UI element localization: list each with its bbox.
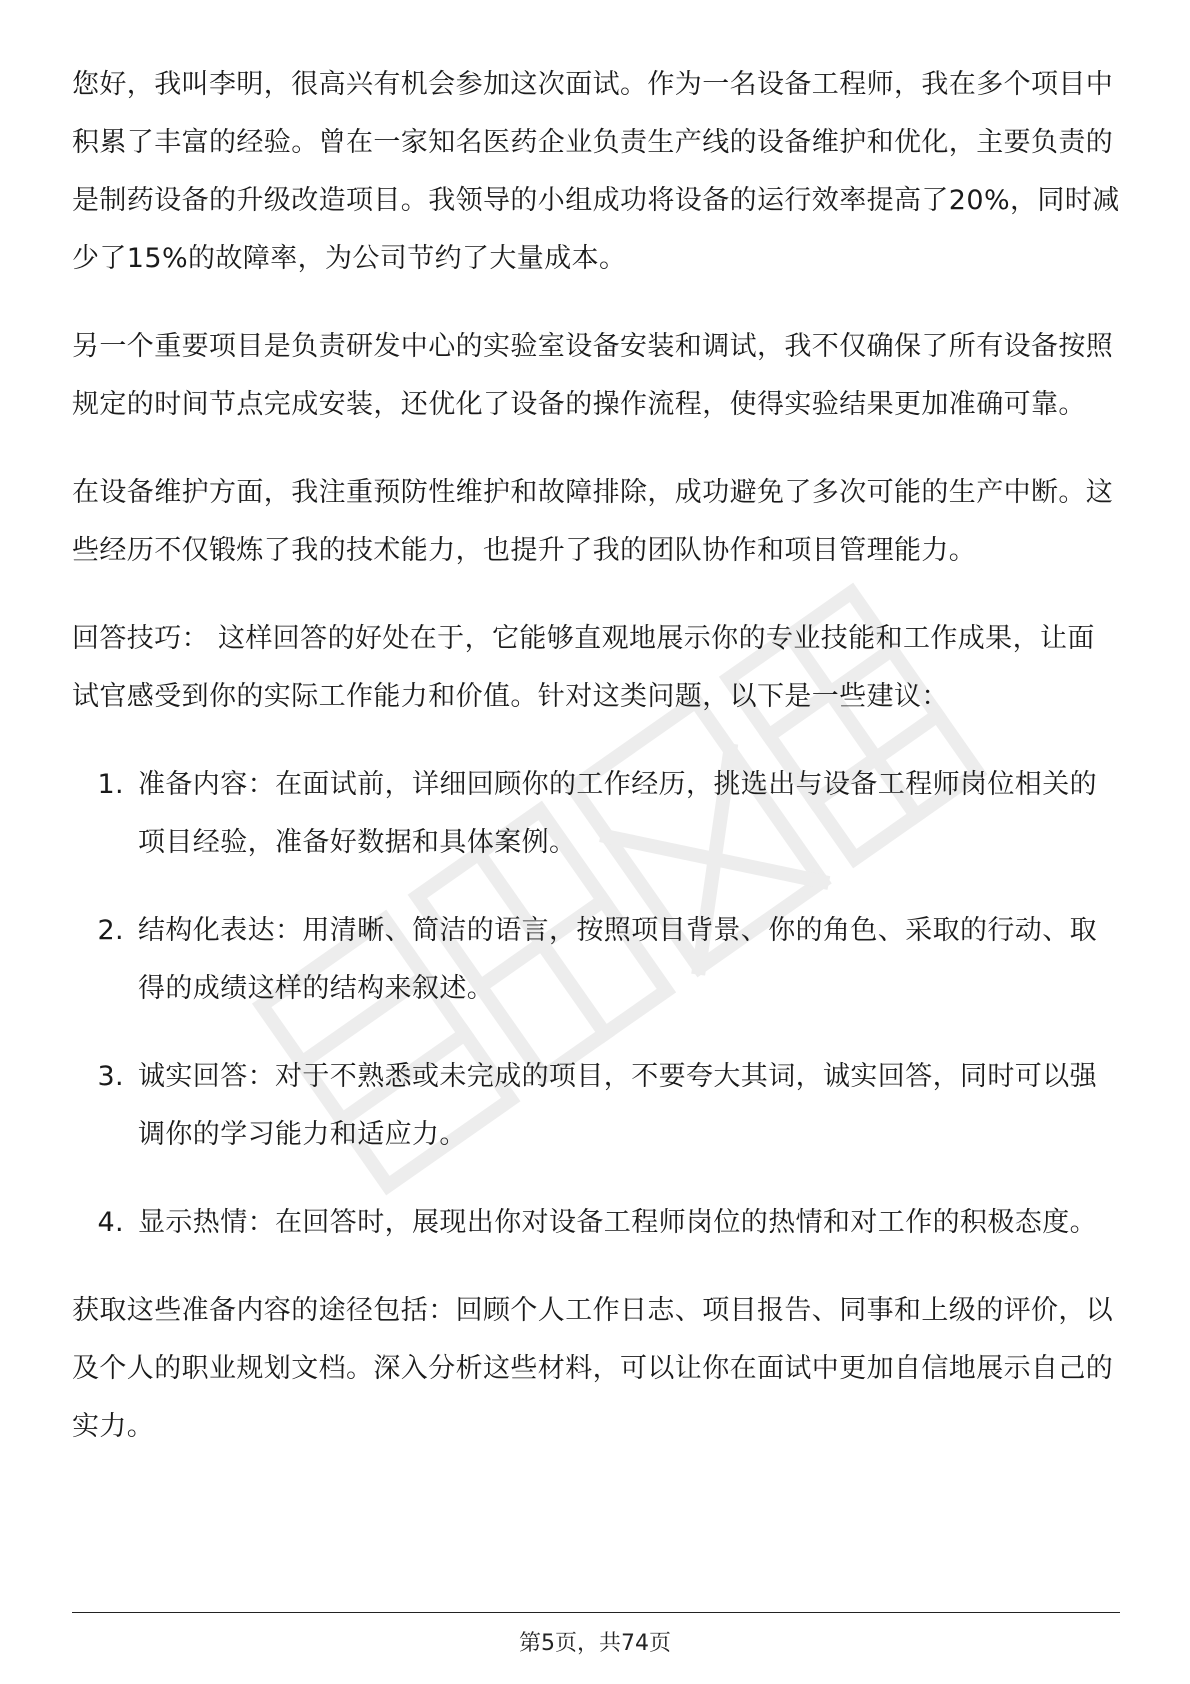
list-text: 准备内容：在面试前，详细回顾你的工作经历，挑选出与设备工程师岗位相关的项目经验，准备好数据和具体案例。	[138, 769, 1097, 858]
list-number: 2.	[97, 915, 124, 946]
page-number: 第5页，共74页	[519, 1631, 671, 1656]
list-item	[72, 1048, 1122, 1164]
paragraph-tips: 回答技巧： 这样回答的好处在于，它能够直观地展示你的专业技能和工作成果，让面试官感受到你的实际工作能力和价值。针对这类问题，以下是一些建议：	[72, 623, 1095, 712]
paragraph-intro: 您好，我叫李明，很高兴有机会参加这次面试。作为一名设备工程师，我在多个项目中积累了丰富的经验。曾在一家知名医药企业负责生产线的设备维护和优化，主要负责的是制药设备的升级改造项目。我领导的小组成功将设备的运行效率提高了20%，同时减少了15%的故障率，为公司节约了大量成本。	[72, 69, 1120, 274]
list-number: 1.	[97, 769, 124, 800]
list-item	[72, 902, 1122, 1018]
footer-divider	[72, 1612, 1120, 1613]
tips-list	[72, 756, 1122, 1252]
paragraph-maintenance: 在设备维护方面，我注重预防性维护和故障排除，成功避免了多次可能的生产中断。这些经历不仅锻炼了我的技术能力，也提升了我的团队协作和项目管理能力。	[72, 477, 1114, 566]
list-text: 结构化表达：用清晰、简洁的语言，按照项目背景、你的角色、采取的行动、取得的成绩这样的结构来叙述。	[138, 915, 1097, 1004]
list-item	[72, 756, 1122, 872]
list-item	[72, 1194, 1122, 1252]
list-text: 诚实回答：对于不熟悉或未完成的项目，不要夸大其词，诚实回答，同时可以强调你的学习能力和适应力。	[138, 1061, 1097, 1150]
list-number: 3.	[97, 1061, 124, 1092]
paragraph-project: 另一个重要项目是负责研发中心的实验室设备安装和调试，我不仅确保了所有设备按照规定的时间节点完成安装，还优化了设备的操作流程，使得实验结果更加准确可靠。	[72, 331, 1114, 420]
paragraph-closing: 获取这些准备内容的途径包括：回顾个人工作日志、项目报告、同事和上级的评价，以及个人的职业规划文档。深入分析这些材料，可以让你在面试中更加自信地展示自己的实力。	[72, 1295, 1114, 1442]
list-number: 4.	[97, 1207, 124, 1238]
document-body	[72, 56, 1122, 1486]
list-text: 显示热情：在回答时，展现出你对设备工程师岗位的热情和对工作的积极态度。	[138, 1207, 1097, 1238]
